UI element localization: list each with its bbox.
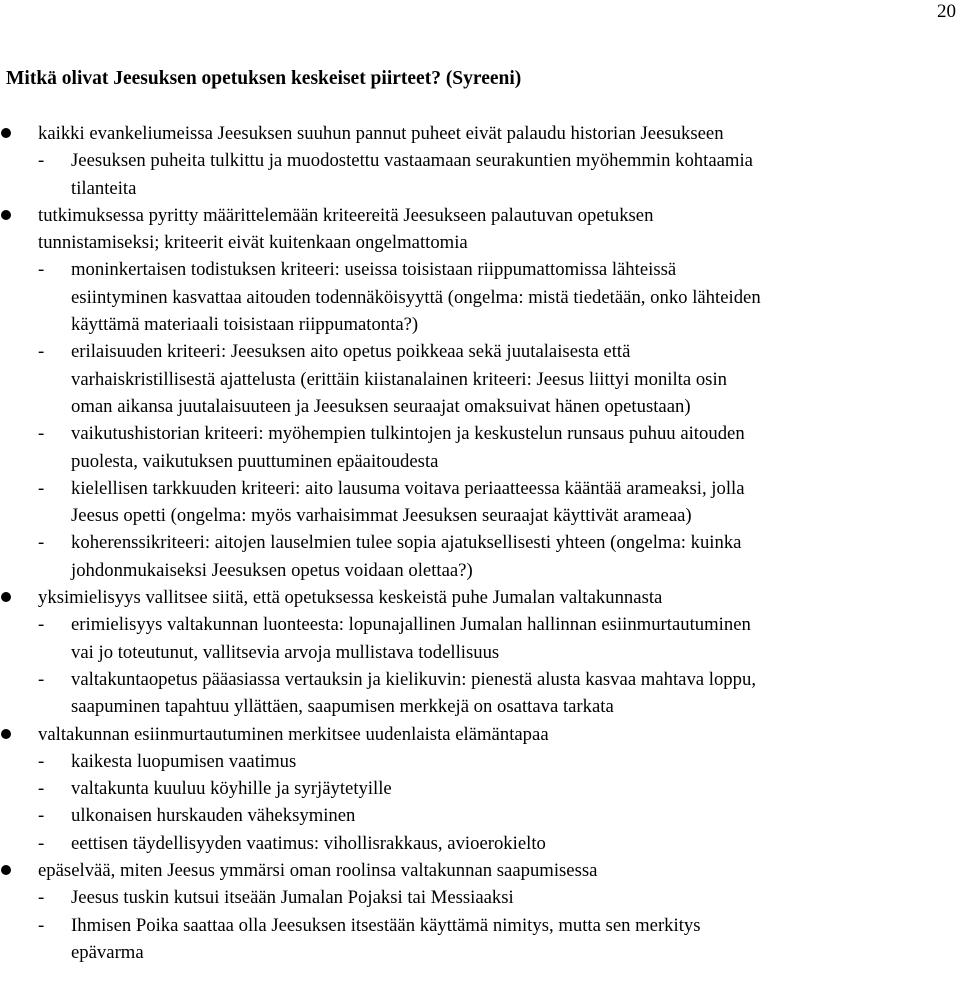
sub-item bbox=[0, 666, 960, 721]
page-title: Mitkä olivat Jeesuksen opetuksen keskeiset piirteet? (Syreeni) bbox=[6, 68, 522, 89]
sub-item bbox=[0, 775, 960, 802]
sub-item bbox=[0, 529, 960, 584]
bullet-item bbox=[0, 584, 960, 611]
sub-item bbox=[0, 884, 960, 911]
sub-item-text-line: valtakuntaopetus pääasiassa vertauksin ja kielikuvin: pienestä alusta kasvaa mahtava loppu, bbox=[71, 668, 756, 690]
bullet-text-line: kaikki evankeliumeissa Jeesuksen suuhun pannut puheet eivät palaudu historian Jeesukseen bbox=[38, 123, 724, 144]
sub-item-text-line: kielellisen tarkkuuden kriteeri: aito lausuma voitava periaatteessa kääntää arameaksi, jolla bbox=[71, 477, 745, 499]
bullet-text-line: epäselvää, miten Jeesus ymmärsi oman roolinsa valtakunnan saapumisessa bbox=[38, 860, 598, 882]
sub-item bbox=[0, 338, 960, 420]
bullet-item bbox=[0, 120, 960, 147]
sub-item-text-line: puolesta, vaikutuksen puuttuminen epäaitoudesta bbox=[71, 450, 439, 472]
sub-item-text-line: kaikesta luopumisen vaatimus bbox=[71, 750, 297, 772]
sub-item bbox=[0, 256, 960, 338]
sub-item-text-line: vai jo toteutunut, vallitsevia arvoja mullistava todellisuus bbox=[71, 641, 500, 663]
bullet-dot-icon bbox=[1, 592, 11, 602]
sub-item bbox=[0, 802, 960, 829]
sub-item bbox=[0, 611, 960, 666]
sub-item-text-line: käyttämä materiaali toisistaan riippumatonta?) bbox=[71, 314, 419, 336]
bullet-list bbox=[0, 120, 960, 966]
sub-item-text-line: vaikutushistorian kriteeri: myöhempien tulkintojen ja keskustelun runsaus puhuu aitouden bbox=[71, 423, 745, 445]
sub-item-text-line: Ihmisen Poika saattaa olla Jeesuksen itsestään käyttämä nimitys, mutta sen merkitys bbox=[71, 914, 701, 936]
bullet-text-line: tunnistamiseksi; kriteerit eivät kuitenkaan ongelmattomia bbox=[38, 232, 468, 254]
bullet-dot-icon bbox=[1, 210, 11, 220]
dash-marker: - bbox=[38, 805, 45, 827]
dash-marker: - bbox=[38, 614, 45, 636]
page-number: 20 bbox=[937, 1, 956, 22]
sub-item-text-line: epävarma bbox=[71, 941, 144, 963]
sub-item bbox=[0, 420, 960, 475]
dash-marker: - bbox=[38, 477, 45, 499]
bullet-text-line: tutkimuksessa pyritty määrittelemään kriteereitä Jeesukseen palautuvan opetuksen bbox=[38, 204, 654, 226]
dash-marker: - bbox=[38, 259, 45, 281]
sub-item-text-line: erimielisyys valtakunnan luonteesta: lopunajallinen Jumalan hallinnan esiinmurtautuminen bbox=[71, 614, 751, 636]
dash-marker: - bbox=[38, 150, 45, 172]
dash-marker: - bbox=[38, 750, 45, 772]
sub-item-text-line: esiintyminen kasvattaa aitouden todennäköisyyttä (ongelma: mistä tiedetään, onko lähteiden bbox=[71, 286, 761, 308]
sub-item-text-line: varhaiskristillisestä ajattelusta (erittäin kiistanalainen kriteeri: Jeesus liittyi monilta osin bbox=[71, 368, 727, 390]
sub-item-text-line: oman aikansa juutalaisuuteen ja Jeesuksen seuraajat omaksuivat hänen opetustaan) bbox=[71, 395, 691, 417]
bullet-item bbox=[0, 202, 960, 257]
sub-item bbox=[0, 475, 960, 530]
sub-item-text-line: Jeesuksen puheita tulkittu ja muodostettu vastaamaan seurakuntien myöhemmin kohtaamia bbox=[71, 150, 753, 172]
sub-item-text-line: koherenssikriteeri: aitojen lauselmien tulee sopia ajatuksellisesti yhteen (ongelma: kuinka bbox=[71, 532, 742, 554]
dash-marker: - bbox=[38, 341, 45, 363]
sub-item bbox=[0, 912, 960, 967]
sub-item-text-line: valtakunta kuuluu köyhille ja syrjäytetyille bbox=[71, 778, 392, 800]
sub-item bbox=[0, 147, 960, 202]
bullet-dot-icon bbox=[1, 128, 11, 138]
dash-marker: - bbox=[38, 532, 45, 554]
bullet-dot-icon bbox=[1, 729, 11, 739]
sub-item-text-line: tilanteita bbox=[71, 177, 137, 199]
bullet-item bbox=[0, 857, 960, 884]
sub-item-text-line: johdonmukaiseksi Jeesuksen opetus voidaan olettaa?) bbox=[71, 559, 473, 581]
bullet-item bbox=[0, 721, 960, 748]
sub-item-text-line: moninkertaisen todistuksen kriteeri: useissa toisistaan riippumattomissa lähteissä bbox=[71, 259, 677, 281]
sub-item bbox=[0, 748, 960, 775]
sub-item-text-line: Jeesus tuskin kutsui itseään Jumalan Pojaksi tai Messiaaksi bbox=[71, 887, 514, 909]
dash-marker: - bbox=[38, 914, 45, 936]
dash-marker: - bbox=[38, 668, 45, 690]
sub-item bbox=[0, 830, 960, 857]
bullet-text-line: yksimielisyys vallitsee siitä, että opetuksessa keskeistä puhe Jumalan valtakunnasta bbox=[38, 587, 663, 609]
dash-marker: - bbox=[38, 423, 45, 445]
sub-item-text-line: Jeesus opetti (ongelma: myös varhaisimmat Jeesuksen seuraajat käyttivät arameaa) bbox=[71, 505, 692, 527]
sub-item-text-line: eettisen täydellisyyden vaatimus: vihollisrakkaus, avioerokielto bbox=[71, 832, 546, 854]
bullet-text-line: valtakunnan esiinmurtautuminen merkitsee uudenlaista elämäntapaa bbox=[38, 723, 549, 745]
dash-marker: - bbox=[38, 887, 45, 909]
sub-item-text-line: erilaisuuden kriteeri: Jeesuksen aito opetus poikkeaa sekä juutalaisesta että bbox=[71, 341, 631, 363]
dash-marker: - bbox=[38, 832, 45, 854]
dash-marker: - bbox=[38, 778, 45, 800]
sub-item-text-line: ulkonaisen hurskauden väheksyminen bbox=[71, 805, 356, 827]
sub-item-text-line: saapuminen tapahtuu yllättäen, saapumisen merkkejä on osattava tarkata bbox=[71, 696, 614, 718]
bullet-dot-icon bbox=[1, 865, 11, 875]
